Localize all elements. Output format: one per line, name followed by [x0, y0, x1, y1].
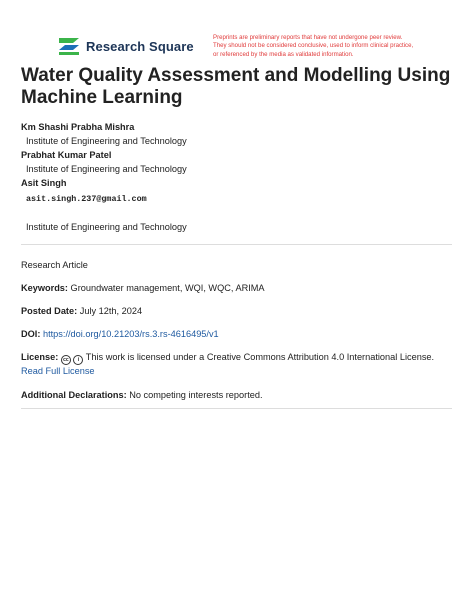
author-name: Prabhat Kumar Patel [21, 150, 112, 160]
declarations-label: Additional Declarations: [21, 390, 127, 400]
author-name: Asit Singh [21, 178, 67, 188]
doi-label: DOI: [21, 329, 41, 339]
research-square-logo[interactable] [57, 36, 194, 56]
creative-commons-icon: cc [61, 355, 71, 365]
divider [21, 244, 452, 245]
preprint-disclaimer [213, 34, 433, 59]
doi [21, 328, 451, 342]
author-email[interactable]: asit.singh.237@gmail.com [26, 194, 147, 204]
divider [21, 408, 452, 409]
article-type: Research Article [21, 260, 88, 270]
author-1 [21, 120, 451, 148]
research-square-logo-icon [57, 36, 81, 56]
license [21, 351, 451, 379]
read-full-license-link[interactable]: Read Full License [21, 366, 95, 376]
keywords-label: Keywords: [21, 283, 68, 293]
additional-declarations [21, 389, 451, 403]
posted-date-label: Posted Date: [21, 306, 78, 316]
posted-date [21, 305, 451, 319]
logo-text: Research Square [86, 38, 194, 54]
license-text: This work is licensed under a Creative Commons Attribution 4.0 International License. [85, 352, 435, 362]
author-affiliation: Institute of Engineering and Technology [26, 136, 187, 146]
disclaimer-line: or referenced by the media as validated information. [213, 50, 354, 58]
disclaimer-line: They should not be considered conclusive, used to inform clinical practice, [213, 42, 414, 50]
author-name: Km Shashi Prabha Mishra [21, 122, 135, 132]
attribution-icon: i [73, 355, 83, 365]
author-affiliation: Institute of Engineering and Technology [26, 222, 187, 232]
declarations-value: No competing interests reported. [129, 390, 263, 400]
author-2 [21, 148, 451, 176]
author-3 [21, 176, 451, 234]
author-affiliation: Institute of Engineering and Technology [26, 164, 187, 174]
keywords [21, 282, 451, 296]
disclaimer-line: Preprints are preliminary reports that have not undergone peer review. [213, 34, 403, 41]
posted-date-value: July 12th, 2024 [79, 306, 143, 316]
doi-link[interactable]: https://doi.org/10.21203/rs.3.rs-4616495/v1 [42, 329, 219, 339]
license-label: License: [21, 352, 59, 362]
author-list [21, 120, 451, 234]
keywords-value: Groundwater management, WQI, WQC, ARIMA [70, 283, 265, 293]
paper-title: Water Quality Assessment and Modelling Using Machine Learning [21, 65, 451, 108]
